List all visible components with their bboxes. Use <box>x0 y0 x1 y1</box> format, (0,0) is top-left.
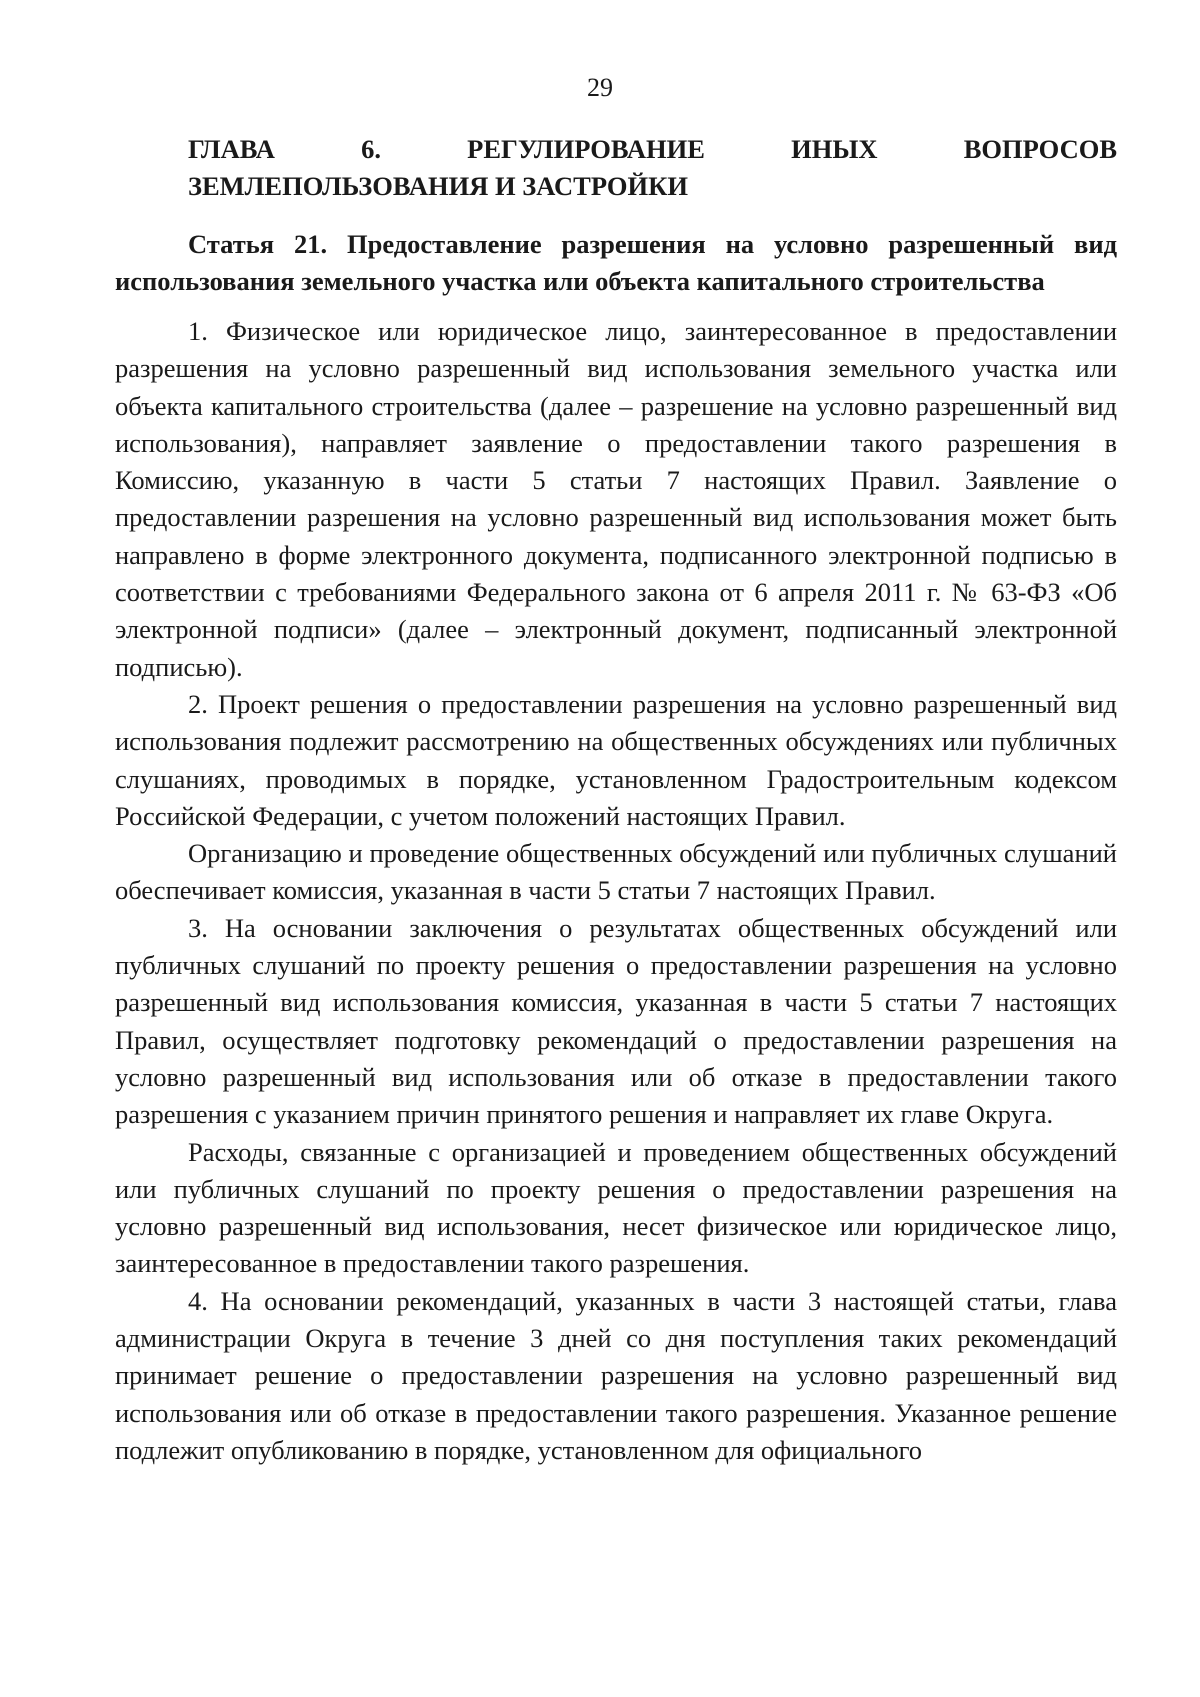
paragraph-2: 2. Проект решения о предоставлении разрешения на условно разрешенный вид использования подлежит рассмотрению на общественных обсуждениях или публичных слушаниях, проводимых в порядке, установленном Градостроительным кодексом Российской Федерации, с учетом положений настоящих Правил. <box>115 688 1117 831</box>
paragraph-4: 4. На основании рекомендаций, указанных в части 3 настоящей статьи, глава администрации Округа в течение 3 дней со дня поступления таких рекомендаций принимает решение о предоставлении разрешения на условно разрешенный вид использования или об отказе в предоставлении такого разрешения. Указанное решение подлежит опубликованию в порядке, установленном для официального <box>115 1285 1117 1465</box>
paragraph-3-continuation: Расходы, связанные с организацией и проведением общественных обсуждений или публичных слушаний по проекту решения о предоставлении разрешения на условно разрешенный вид использования, несет физическое или юридическое лицо, заинтересованное в предоставлении такого разрешения. <box>115 1136 1117 1279</box>
paragraph-2-continuation: Организацию и проведение общественных обсуждений или публичных слушаний обеспечивает комиссия, указанная в части 5 статьи 7 настоящих Правил. <box>115 838 1117 906</box>
paragraph-1: 1. Физическое или юридическое лицо, заинтересованное в предоставлении разрешения на условно разрешенный вид использования земельного участка или объекта капитального строительства (далее – разрешение на условно разрешенный вид использования), направляет заявление о предоставлении такого разрешения в Комиссию, указанную в части 5 статьи 7 настоящих Правил. Заявление о предоставлении разрешения на условно разрешенный вид использования может быть направлено в форме электронного документа, подписанного электронной подписью в соответствии с требованиями Федерального закона от 6 апреля 2011 г. № 63-ФЗ «Об электронной подписи» (далее – электронный документ, подписанный электронной подписью). <box>115 316 1117 682</box>
chapter-heading-line-1: ГЛАВА 6. РЕГУЛИРОВАНИЕ ИНЫХ ВОПРОСОВ <box>188 134 1117 164</box>
page-number: 29 <box>587 73 613 102</box>
article-heading: Статья 21. Предоставление разрешения на условно разрешенный вид использования земельного участка или объекта капитального строительства <box>115 229 1117 296</box>
paragraph-3: 3. На основании заключения о результатах общественных обсуждений или публичных слушаний по проекту решения о предоставлении разрешения на условно разрешенный вид использования комиссия, указанная в части 5 статьи 7 настоящих Правил, осуществляет подготовку рекомендаций о предоставлении разрешения на условно разрешенный вид использования или об отказе в предоставлении такого разрешения с указанием причин принятого решения и направляет их главе Округа. <box>115 912 1117 1130</box>
chapter-heading-line-2: ЗЕМЛЕПОЛЬЗОВАНИЯ И ЗАСТРОЙКИ <box>188 171 688 201</box>
document-body <box>115 131 1117 1469</box>
